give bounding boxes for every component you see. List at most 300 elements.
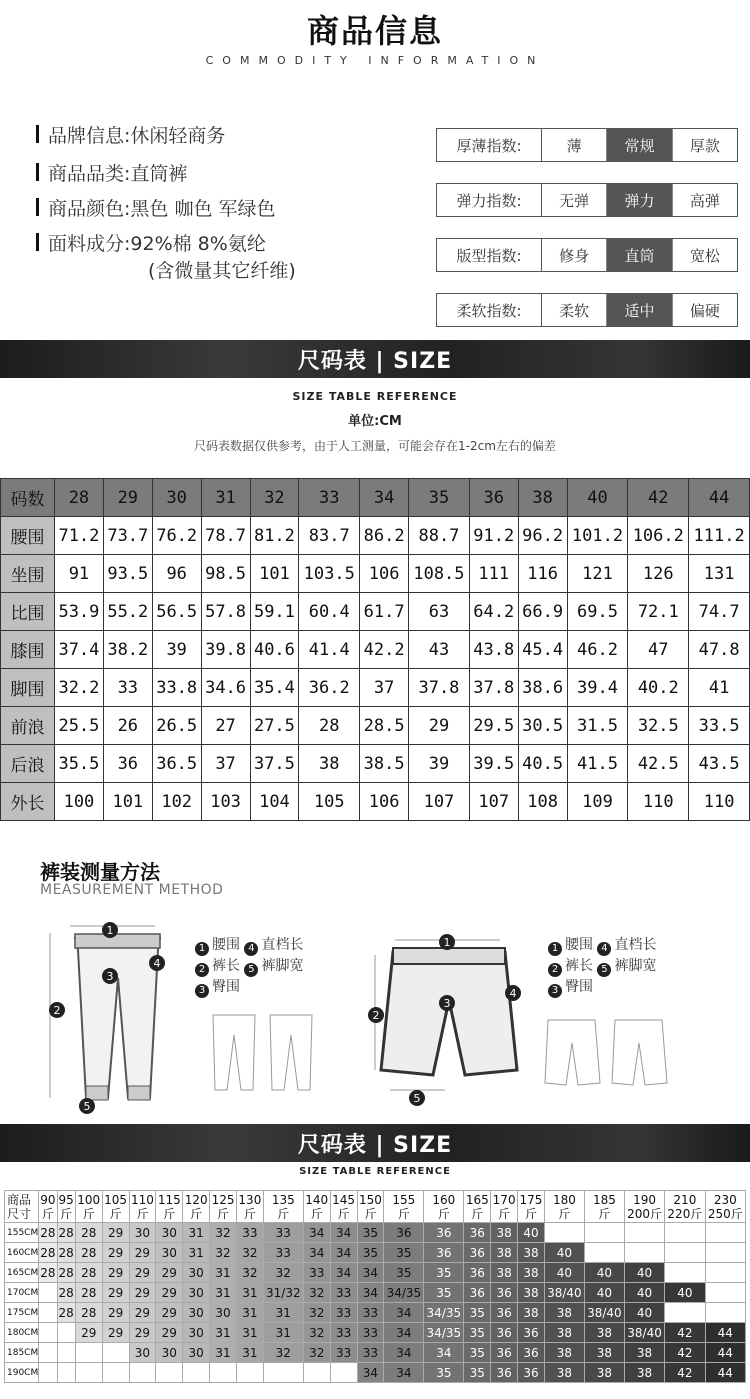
rec-cell: 31 <box>183 1243 210 1263</box>
table-cell: 32.5 <box>628 707 689 745</box>
rec-cell <box>57 1363 75 1383</box>
rec-cell: 38 <box>518 1303 545 1323</box>
rec-cell: 29 <box>156 1283 183 1303</box>
rec-cell: 34 <box>330 1223 357 1243</box>
rec-cell: 29 <box>102 1323 129 1343</box>
table-cell: 31.5 <box>567 707 628 745</box>
rec-cell: 32 <box>236 1243 263 1263</box>
index-label: 柔软指数: <box>437 294 542 326</box>
table-cell: 46.2 <box>567 631 628 669</box>
color-row <box>36 193 276 221</box>
color-label: 商品颜色: <box>48 197 131 220</box>
table-cell: 39 <box>152 631 201 669</box>
rec-cell: 32 <box>303 1343 330 1363</box>
index-option: 高弹 <box>689 191 720 210</box>
rec-cell: 38 <box>518 1263 545 1283</box>
table-cell: 100 <box>55 783 104 821</box>
table-cell: 34.6 <box>201 669 250 707</box>
rec-cell: 34 <box>303 1243 330 1263</box>
table-cell: 38.6 <box>518 669 567 707</box>
legend-item: 臀围 <box>212 979 240 995</box>
rec-cell: 32 <box>263 1263 303 1283</box>
table-cell: 56.5 <box>152 593 201 631</box>
table-cell: 41.4 <box>299 631 360 669</box>
index-option: 常规 <box>607 129 672 161</box>
rec-row <box>5 1303 746 1323</box>
table-cell: 38 <box>518 479 567 517</box>
pants-thumbnails <box>205 1010 325 1095</box>
table-header-row <box>1 479 750 517</box>
rec-header-cell: 商品 尺寸 <box>5 1191 39 1223</box>
table-row <box>1 631 750 669</box>
rec-cell: 34/35 <box>384 1283 424 1303</box>
rec-cell <box>705 1263 745 1283</box>
svg-text:3: 3 <box>106 970 114 983</box>
table-cell: 81.2 <box>250 517 299 555</box>
svg-text:2: 2 <box>372 1009 380 1022</box>
rec-header-cell: 120 斤 <box>184 1192 208 1221</box>
table-cell: 86.2 <box>360 517 409 555</box>
rec-row <box>5 1243 746 1263</box>
rec-cell: 180CM <box>5 1323 39 1343</box>
table-cell: 126 <box>628 555 689 593</box>
table-cell: 47 <box>628 631 689 669</box>
rec-cell: 29 <box>129 1303 156 1323</box>
page-title: 商品信息 <box>306 12 443 50</box>
index-row <box>436 238 738 272</box>
brand-value: 休闲轻商务 <box>130 124 226 147</box>
rec-cell: 40 <box>544 1243 584 1263</box>
rec-cell: 36 <box>518 1363 545 1383</box>
rec-cell: 34 <box>384 1363 424 1383</box>
table-cell: 35.5 <box>55 745 104 783</box>
table-cell: 43.5 <box>689 745 750 783</box>
table-cell: 码数 <box>1 479 55 517</box>
table-cell: 37 <box>360 669 409 707</box>
table-cell: 39.5 <box>469 745 518 783</box>
svg-text:4: 4 <box>153 957 161 970</box>
number-5-icon: 5 <box>597 963 611 977</box>
rec-header-cell: 150 斤 <box>358 1192 382 1221</box>
index-label: 版型指数: <box>437 239 542 271</box>
table-cell: 83.7 <box>299 517 360 555</box>
rec-header-cell: 125 斤 <box>211 1192 235 1221</box>
table-cell: 108.5 <box>409 555 470 593</box>
rec-cell: 33 <box>330 1343 357 1363</box>
rec-header-cell: 185 斤 <box>584 1191 624 1223</box>
table-cell: 102 <box>152 783 201 821</box>
rec-cell: 36 <box>491 1323 518 1343</box>
rec-cell: 30 <box>183 1283 210 1303</box>
rec-cell: 31 <box>263 1323 303 1343</box>
measure-subtitle: MEASUREMENT METHOD <box>40 882 224 898</box>
rec-cell <box>75 1363 102 1383</box>
rec-cell <box>584 1243 624 1263</box>
size-banner: 尺码表 | SIZE <box>0 340 750 378</box>
rec-header-cell: 90 斤 <box>40 1192 56 1221</box>
rec-cell: 35 <box>464 1363 491 1383</box>
table-cell: 106 <box>360 555 409 593</box>
table-cell: 74.7 <box>689 593 750 631</box>
rec-cell: 28 <box>75 1283 102 1303</box>
rec-cell: 31 <box>210 1323 237 1343</box>
rec-cell: 38 <box>518 1243 545 1263</box>
rec-cell: 36 <box>491 1363 518 1383</box>
rec-header-cell: 115 斤 <box>157 1192 181 1221</box>
rec-cell <box>624 1223 664 1243</box>
measure-title: 裤装测量方法 <box>40 860 160 884</box>
table-cell: 26 <box>103 707 152 745</box>
rec-cell: 35 <box>357 1243 384 1263</box>
table-cell: 42.5 <box>628 745 689 783</box>
number-1-icon: 1 <box>195 942 209 956</box>
number-2-icon: 2 <box>548 963 562 977</box>
rec-cell <box>665 1243 705 1263</box>
rec-cell <box>544 1223 584 1243</box>
rec-cell <box>39 1363 57 1383</box>
table-cell: 105 <box>299 783 360 821</box>
table-row <box>1 517 750 555</box>
rec-cell: 35 <box>424 1283 464 1303</box>
table-cell: 27.5 <box>250 707 299 745</box>
table-cell: 40.6 <box>250 631 299 669</box>
rec-cell: 30 <box>156 1243 183 1263</box>
svg-text:1: 1 <box>106 924 114 937</box>
rec-cell: 165CM <box>5 1263 39 1283</box>
table-cell: 64.2 <box>469 593 518 631</box>
table-cell: 27 <box>201 707 250 745</box>
rec-row <box>5 1363 746 1383</box>
rec-cell: 42 <box>665 1323 705 1343</box>
table-cell: 69.5 <box>567 593 628 631</box>
index-row <box>436 128 738 162</box>
table-cell: 110 <box>689 783 750 821</box>
rec-cell: 38 <box>584 1363 624 1383</box>
index-label: 厚薄指数: <box>437 129 542 161</box>
rec-cell <box>102 1363 129 1383</box>
rec-cell: 38 <box>544 1303 584 1323</box>
rec-cell: 30 <box>156 1223 183 1243</box>
table-cell: 33.5 <box>689 707 750 745</box>
rec-cell: 35 <box>424 1363 464 1383</box>
legend-item: 裤脚宽 <box>261 958 304 974</box>
rec-cell <box>75 1343 102 1363</box>
rec-cell: 40 <box>624 1283 664 1303</box>
legend-item: 裤脚宽 <box>614 958 657 974</box>
rec-cell <box>705 1303 745 1323</box>
index-option: 修身 <box>542 239 607 271</box>
table-cell: 36 <box>469 479 518 517</box>
table-cell: 40.2 <box>628 669 689 707</box>
svg-text:4: 4 <box>509 987 517 1000</box>
bullet-bar <box>36 233 39 251</box>
index-option: 弹力 <box>607 184 672 216</box>
number-5-icon: 5 <box>244 963 258 977</box>
rec-cell: 38 <box>584 1323 624 1343</box>
rec-cell: 30 <box>156 1343 183 1363</box>
rec-cell: 33 <box>357 1343 384 1363</box>
number-4-icon: 4 <box>244 942 258 956</box>
table-cell: 60.4 <box>299 593 360 631</box>
svg-text:5: 5 <box>413 1092 421 1105</box>
table-cell: 37.8 <box>469 669 518 707</box>
shorts-thumbnails <box>540 1015 670 1090</box>
table-row <box>1 707 750 745</box>
rec-cell: 40 <box>584 1263 624 1283</box>
table-cell: 111 <box>469 555 518 593</box>
table-cell: 55.2 <box>103 593 152 631</box>
rec-cell: 40 <box>584 1283 624 1303</box>
rec-header-cell: 190 200斤 <box>624 1191 664 1223</box>
rec-cell: 28 <box>39 1223 57 1243</box>
table-cell: 41.5 <box>567 745 628 783</box>
table-cell: 41 <box>689 669 750 707</box>
category-value: 直筒裤 <box>130 162 188 185</box>
rec-cell: 38 <box>544 1343 584 1363</box>
svg-text:2: 2 <box>53 1004 61 1017</box>
rec-cell: 35 <box>464 1323 491 1343</box>
table-cell: 45.4 <box>518 631 567 669</box>
table-cell: 28.5 <box>360 707 409 745</box>
table-cell: 131 <box>689 555 750 593</box>
rec-cell: 30 <box>210 1303 237 1323</box>
pants-diagram <box>40 918 180 1118</box>
rec-cell: 36 <box>464 1243 491 1263</box>
table-cell: 39 <box>409 745 470 783</box>
table-cell: 37.8 <box>409 669 470 707</box>
rec-cell: 32 <box>263 1343 303 1363</box>
index-row <box>436 183 738 217</box>
rec-header-cell: 210 220斤 <box>665 1191 705 1223</box>
table-cell: 34 <box>360 479 409 517</box>
table-cell: 107 <box>409 783 470 821</box>
svg-text:1: 1 <box>443 936 451 949</box>
table-cell: 109 <box>567 783 628 821</box>
rec-cell: 28 <box>39 1243 57 1263</box>
rec-cell: 34/35 <box>424 1323 464 1343</box>
page-subtitle: COMMODITY INFORMATION <box>205 54 545 67</box>
rec-cell: 33 <box>330 1303 357 1323</box>
rec-cell: 28 <box>57 1263 75 1283</box>
table-cell: 116 <box>518 555 567 593</box>
rec-cell: 155CM <box>5 1223 39 1243</box>
bullet-bar <box>36 198 39 216</box>
table-cell: 33 <box>103 669 152 707</box>
size-ref-title: SIZE TABLE REFERENCE <box>292 390 458 403</box>
legend-item: 直档长 <box>261 937 304 953</box>
rec-cell <box>57 1343 75 1363</box>
rec-cell: 34 <box>303 1223 330 1243</box>
rec-cell <box>705 1283 745 1303</box>
rec-header-cell: 140 斤 <box>305 1192 329 1221</box>
rec-cell: 38 <box>544 1323 584 1343</box>
rec-cell: 32 <box>210 1223 237 1243</box>
number-3-icon: 3 <box>195 984 209 998</box>
rec-cell: 31 <box>236 1303 263 1323</box>
rec-cell: 29 <box>75 1323 102 1343</box>
rec-cell: 30 <box>183 1303 210 1323</box>
table-cell: 43 <box>409 631 470 669</box>
table-cell: 101 <box>250 555 299 593</box>
color-value: 黑色 咖色 军绿色 <box>130 197 276 220</box>
rec-cell: 29 <box>102 1283 129 1303</box>
table-cell: 38.2 <box>103 631 152 669</box>
rec-cell: 29 <box>156 1263 183 1283</box>
rec-cell: 36 <box>518 1343 545 1363</box>
rec-cell: 30 <box>183 1343 210 1363</box>
category-label: 商品品类: <box>48 162 131 185</box>
size-ref-unit: 单位:CM <box>348 414 402 429</box>
rec-header-cell: 175 斤 <box>519 1192 543 1221</box>
rec-cell: 30 <box>183 1323 210 1343</box>
rec-row <box>5 1263 746 1283</box>
rec-header-cell: 135 斤 <box>263 1191 303 1223</box>
table-cell: 78.7 <box>201 517 250 555</box>
rec-cell: 29 <box>102 1303 129 1323</box>
rec-cell: 29 <box>102 1263 129 1283</box>
rec-header-cell: 105 斤 <box>104 1192 128 1221</box>
rec-cell: 28 <box>57 1283 75 1303</box>
rec-cell: 36 <box>384 1223 424 1243</box>
table-cell: 88.7 <box>409 517 470 555</box>
table-cell: 98.5 <box>201 555 250 593</box>
rec-cell: 31 <box>263 1303 303 1323</box>
rec-cell: 40 <box>624 1263 664 1283</box>
fabric-note: (含微量其它纤维) <box>148 260 296 282</box>
rec-cell: 31 <box>236 1343 263 1363</box>
rec-cell <box>624 1243 664 1263</box>
table-cell: 33.8 <box>152 669 201 707</box>
table-cell: 31 <box>201 479 250 517</box>
rec-cell: 44 <box>705 1343 745 1363</box>
rec-cell: 34 <box>384 1343 424 1363</box>
table-cell: 28 <box>299 707 360 745</box>
table-cell: 63 <box>409 593 470 631</box>
rec-cell: 35 <box>384 1243 424 1263</box>
table-cell: 111.2 <box>689 517 750 555</box>
rec-header-cell: 170 斤 <box>492 1192 516 1221</box>
index-option: 适中 <box>607 294 672 326</box>
rec-cell: 29 <box>102 1243 129 1263</box>
fabric-value: 92%棉 8%氨纶 <box>130 232 266 255</box>
rec-cell: 40 <box>665 1283 705 1303</box>
rec-cell: 40 <box>624 1303 664 1323</box>
rec-cell: 38 <box>624 1343 664 1363</box>
number-3-icon: 3 <box>548 984 562 998</box>
legend-right <box>548 935 656 998</box>
rec-cell: 36 <box>491 1283 518 1303</box>
rec-cell: 29 <box>129 1263 156 1283</box>
rec-cell: 28 <box>75 1223 102 1243</box>
index-option: 偏硬 <box>689 301 720 320</box>
table-cell: 61.7 <box>360 593 409 631</box>
table-cell: 36.2 <box>299 669 360 707</box>
rec-cell <box>102 1343 129 1363</box>
table-cell: 66.9 <box>518 593 567 631</box>
index-option: 宽松 <box>689 246 720 265</box>
rec-cell <box>705 1243 745 1263</box>
table-cell: 28 <box>55 479 104 517</box>
table-cell: 后浪 <box>1 745 55 783</box>
table-cell: 29 <box>409 707 470 745</box>
rec-header-cell: 95 斤 <box>58 1192 74 1221</box>
rec-cell <box>665 1263 705 1283</box>
table-cell: 30 <box>152 479 201 517</box>
rec-cell: 40 <box>518 1223 545 1243</box>
rec-row <box>5 1223 746 1243</box>
rec-cell: 32 <box>210 1243 237 1263</box>
size-ref-title-2: SIZE TABLE REFERENCE <box>299 1166 451 1177</box>
table-cell: 膝围 <box>1 631 55 669</box>
table-cell: 91.2 <box>469 517 518 555</box>
rec-cell: 38 <box>544 1363 584 1383</box>
rec-cell: 34 <box>357 1263 384 1283</box>
rec-cell: 38 <box>624 1363 664 1383</box>
table-cell: 32.2 <box>55 669 104 707</box>
table-cell: 39.8 <box>201 631 250 669</box>
rec-cell <box>665 1223 705 1243</box>
table-cell: 47.8 <box>689 631 750 669</box>
rec-header-cell: 155 斤 <box>384 1191 424 1223</box>
table-cell: 38 <box>299 745 360 783</box>
rec-cell: 160CM <box>5 1243 39 1263</box>
table-cell: 106.2 <box>628 517 689 555</box>
rec-cell <box>183 1363 210 1383</box>
rec-cell: 30 <box>129 1343 156 1363</box>
size-table <box>0 478 750 821</box>
rec-cell: 34 <box>384 1303 424 1323</box>
rec-cell: 42 <box>665 1363 705 1383</box>
bullet-bar <box>36 163 39 181</box>
rec-cell: 29 <box>156 1323 183 1343</box>
table-cell: 40 <box>567 479 628 517</box>
rec-cell <box>39 1283 57 1303</box>
rec-cell: 31 <box>236 1323 263 1343</box>
rec-cell: 33 <box>263 1223 303 1243</box>
rec-header-cell: 165 斤 <box>465 1192 489 1221</box>
table-cell: 37 <box>201 745 250 783</box>
rec-cell: 170CM <box>5 1283 39 1303</box>
index-label: 弹力指数: <box>437 184 542 216</box>
rec-cell: 32 <box>303 1323 330 1343</box>
rec-cell: 175CM <box>5 1303 39 1323</box>
rec-cell <box>57 1323 75 1343</box>
rec-cell: 33 <box>330 1283 357 1303</box>
number-1-icon: 1 <box>548 942 562 956</box>
table-cell: 脚围 <box>1 669 55 707</box>
rec-cell: 34 <box>384 1323 424 1343</box>
rec-cell: 190CM <box>5 1363 39 1383</box>
table-cell: 101 <box>103 783 152 821</box>
rec-cell: 34/35 <box>424 1303 464 1323</box>
table-cell: 坐围 <box>1 555 55 593</box>
category-row <box>36 158 187 186</box>
rec-cell: 33 <box>357 1323 384 1343</box>
rec-row <box>5 1343 746 1363</box>
rec-cell: 35 <box>357 1223 384 1243</box>
rec-cell: 34 <box>357 1363 384 1383</box>
table-cell: 101.2 <box>567 517 628 555</box>
table-cell: 25.5 <box>55 707 104 745</box>
table-cell: 91 <box>55 555 104 593</box>
legend-item: 裤长 <box>212 958 240 974</box>
rec-cell: 35 <box>464 1343 491 1363</box>
table-cell: 106 <box>360 783 409 821</box>
rec-cell: 34 <box>357 1283 384 1303</box>
size-ref-note: 尺码表数据仅供参考，由于人工测量，可能会存在1-2cm左右的偏差 <box>194 439 556 453</box>
size-banner-2: 尺码表 | SIZE <box>0 1124 750 1162</box>
index-option: 无弹 <box>542 184 607 216</box>
